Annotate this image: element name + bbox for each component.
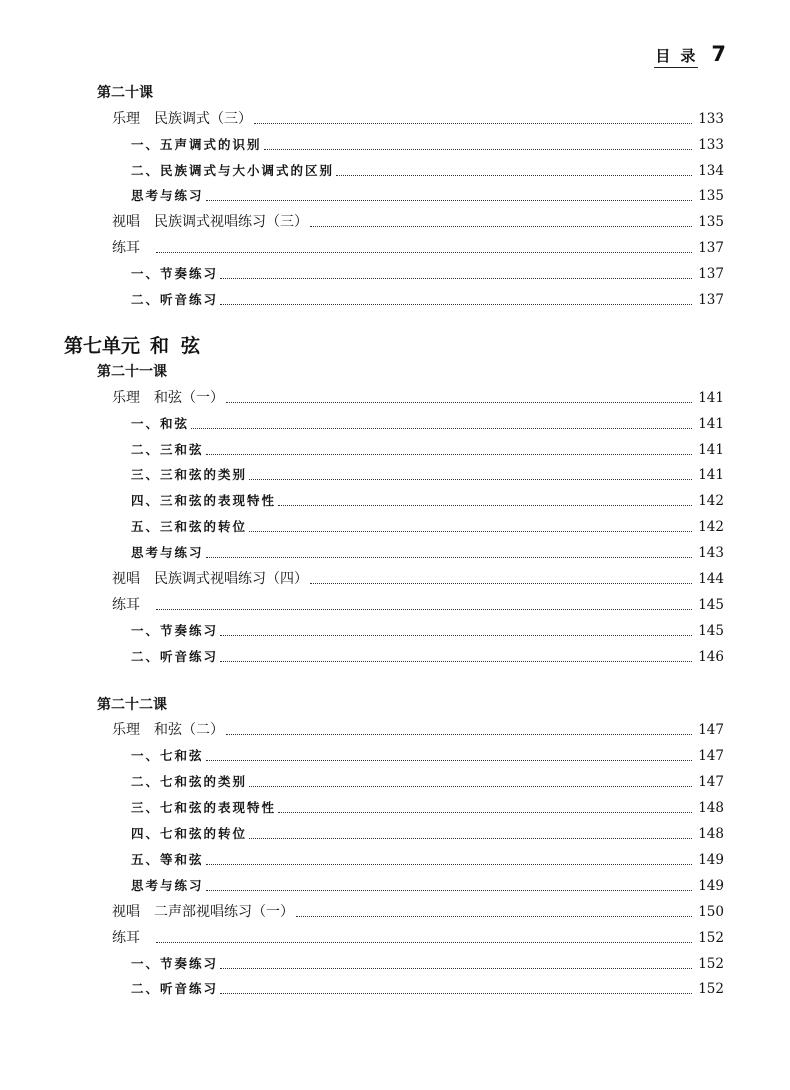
dot-leader — [249, 786, 692, 787]
section-spacer — [0, 666, 790, 688]
subentry-title: 思考与练习 — [131, 188, 204, 204]
header-page-number: 7 — [711, 42, 726, 66]
toc-subentry[interactable] — [0, 484, 790, 510]
dot-leader — [254, 123, 692, 124]
toc-subentry[interactable] — [0, 257, 790, 283]
dot-leader — [278, 505, 692, 506]
toc-entry[interactable] — [0, 921, 790, 947]
subentry-title: 思考与练习 — [131, 877, 204, 893]
toc-entry[interactable] — [0, 231, 790, 257]
toc-subentry[interactable] — [0, 459, 790, 485]
entry-category: 乐理 — [112, 110, 140, 127]
subentry-title: 三、三和弦的类别 — [131, 467, 248, 483]
subentry-title: 一、节奏练习 — [131, 622, 219, 638]
page-number: 141 — [698, 415, 724, 432]
lesson-title: 第二十二课 — [97, 696, 167, 713]
page-number: 150 — [698, 903, 724, 920]
toc-entry[interactable] — [0, 381, 790, 407]
subentry-title: 二、民族调式与大小调式的区别 — [131, 162, 335, 178]
page-number: 152 — [698, 929, 724, 946]
entry-title — [112, 570, 308, 588]
page-number: 137 — [698, 292, 724, 309]
toc-entry[interactable] — [0, 205, 790, 231]
page-number: 145 — [698, 622, 724, 639]
page-number: 152 — [698, 981, 724, 998]
toc-subentry[interactable] — [0, 640, 790, 666]
dot-leader — [206, 864, 692, 865]
entry-text: 和弦（二） — [154, 722, 224, 739]
entry-category: 乐理 — [112, 389, 140, 406]
toc-subentry[interactable] — [0, 614, 790, 640]
page-number: 134 — [698, 162, 724, 179]
page-number: 147 — [698, 774, 724, 791]
entry-title — [112, 389, 224, 407]
subentry-title: 二、三和弦 — [131, 441, 204, 457]
page-number: 147 — [698, 748, 724, 765]
entry-title — [112, 929, 154, 947]
dot-leader — [249, 531, 692, 532]
dot-leader — [249, 838, 692, 839]
toc-subentry[interactable] — [0, 407, 790, 433]
toc-entry[interactable] — [0, 895, 790, 921]
dot-leader — [156, 252, 692, 253]
entry-category: 视唱 — [112, 571, 140, 588]
page-number: 145 — [698, 596, 724, 613]
toc-entry[interactable] — [0, 588, 790, 614]
page-number: 146 — [698, 648, 724, 665]
entry-text: 和弦（一） — [154, 389, 224, 406]
page-number: 143 — [698, 545, 724, 562]
page-number: 135 — [698, 214, 724, 231]
page-number: 149 — [698, 877, 724, 894]
subentry-title: 二、听音练习 — [131, 648, 219, 664]
toc-subentry[interactable] — [0, 128, 790, 154]
dot-leader — [264, 149, 692, 150]
unit-number: 第七单元 — [64, 335, 141, 358]
toc-subentry[interactable] — [0, 973, 790, 999]
toc-subentry[interactable] — [0, 843, 790, 869]
page-number: 133 — [698, 110, 724, 127]
lesson-heading — [0, 688, 790, 714]
dot-leader — [206, 760, 692, 761]
table-of-contents — [0, 76, 790, 998]
subentry-title: 一、五声调式的识别 — [131, 136, 262, 152]
page-number: 141 — [698, 389, 724, 406]
dot-leader — [278, 812, 692, 813]
dot-leader — [156, 609, 692, 610]
entry-text: 民族调式视唱练习（四） — [154, 571, 308, 588]
entry-category: 练耳 — [112, 240, 140, 257]
subentry-title: 二、听音练习 — [131, 292, 219, 308]
toc-subentry[interactable] — [0, 791, 790, 817]
dot-leader — [220, 968, 692, 969]
page-number: 152 — [698, 955, 724, 972]
entry-title — [112, 596, 154, 614]
subentry-title: 二、七和弦的类别 — [131, 774, 248, 790]
dot-leader — [206, 454, 692, 455]
subentry-title: 思考与练习 — [131, 545, 204, 561]
lesson-title: 第二十课 — [97, 84, 153, 101]
entry-category: 练耳 — [112, 596, 140, 613]
toc-entry[interactable] — [0, 714, 790, 740]
subentry-title: 一、和弦 — [131, 415, 190, 431]
dot-leader — [296, 916, 692, 917]
header-label: 目录 — [655, 47, 706, 65]
page-number: 133 — [698, 136, 724, 153]
running-header — [655, 42, 726, 66]
toc-subentry[interactable] — [0, 536, 790, 562]
lesson-heading — [0, 355, 790, 381]
dot-leader — [226, 402, 692, 403]
page-number: 137 — [698, 240, 724, 257]
dot-leader — [220, 304, 692, 305]
dot-leader — [310, 226, 692, 227]
toc-entry[interactable] — [0, 562, 790, 588]
subentry-title: 一、节奏练习 — [131, 266, 219, 282]
subentry-title: 一、节奏练习 — [131, 955, 219, 971]
page-number: 148 — [698, 800, 724, 817]
entry-title — [112, 721, 224, 739]
entry-category: 视唱 — [112, 214, 140, 231]
dot-leader — [226, 734, 692, 735]
entry-text: 民族调式视唱练习（三） — [154, 214, 308, 231]
page-number: 137 — [698, 266, 724, 283]
toc-subentry[interactable] — [0, 817, 790, 843]
lesson-heading — [0, 76, 790, 102]
dot-leader — [220, 635, 692, 636]
subentry-title: 四、三和弦的表现特性 — [131, 493, 277, 509]
entry-text: 二声部视唱练习（一） — [154, 903, 294, 920]
unit-heading — [0, 327, 790, 358]
toc-subentry[interactable] — [0, 154, 790, 180]
unit-name: 和弦 — [150, 335, 213, 358]
page-number: 149 — [698, 851, 724, 868]
subentry-title: 五、三和弦的转位 — [131, 519, 248, 535]
dot-leader — [249, 479, 692, 480]
toc-subentry[interactable] — [0, 947, 790, 973]
page-number: 141 — [698, 441, 724, 458]
entry-category: 练耳 — [112, 929, 140, 946]
toc-subentry[interactable] — [0, 180, 790, 206]
lesson-title: 第二十一课 — [97, 363, 167, 380]
entry-title — [112, 110, 252, 128]
page-number: 142 — [698, 519, 724, 536]
entry-title — [112, 213, 308, 231]
dot-leader — [220, 993, 692, 994]
dot-leader — [206, 200, 692, 201]
dot-leader — [220, 661, 692, 662]
subentry-title: 四、七和弦的转位 — [131, 826, 248, 842]
dot-leader — [191, 428, 692, 429]
dot-leader — [206, 557, 692, 558]
subentry-title: 五、等和弦 — [131, 851, 204, 867]
toc-subentry[interactable] — [0, 765, 790, 791]
page-number: 142 — [698, 493, 724, 510]
dot-leader — [206, 890, 692, 891]
entry-title — [112, 239, 154, 257]
page-number: 144 — [698, 571, 724, 588]
subentry-title: 二、听音练习 — [131, 981, 219, 997]
toc-subentry[interactable] — [0, 739, 790, 765]
dot-leader — [310, 583, 692, 584]
page-number: 135 — [698, 188, 724, 205]
toc-subentry[interactable] — [0, 869, 790, 895]
toc-subentry[interactable] — [0, 433, 790, 459]
entry-category: 乐理 — [112, 722, 140, 739]
toc-subentry[interactable] — [0, 283, 790, 309]
dot-leader — [220, 278, 692, 279]
page-number: 141 — [698, 467, 724, 484]
header-underline — [654, 67, 698, 68]
entry-category: 视唱 — [112, 903, 140, 920]
dot-leader — [336, 175, 692, 176]
subentry-title: 三、七和弦的表现特性 — [131, 800, 277, 816]
page-number: 147 — [698, 722, 724, 739]
entry-text: 民族调式（三） — [154, 110, 252, 127]
page-number: 148 — [698, 826, 724, 843]
toc-entry[interactable] — [0, 102, 790, 128]
dot-leader — [156, 942, 692, 943]
subentry-title: 一、七和弦 — [131, 748, 204, 764]
entry-title — [112, 903, 294, 921]
toc-subentry[interactable] — [0, 510, 790, 536]
